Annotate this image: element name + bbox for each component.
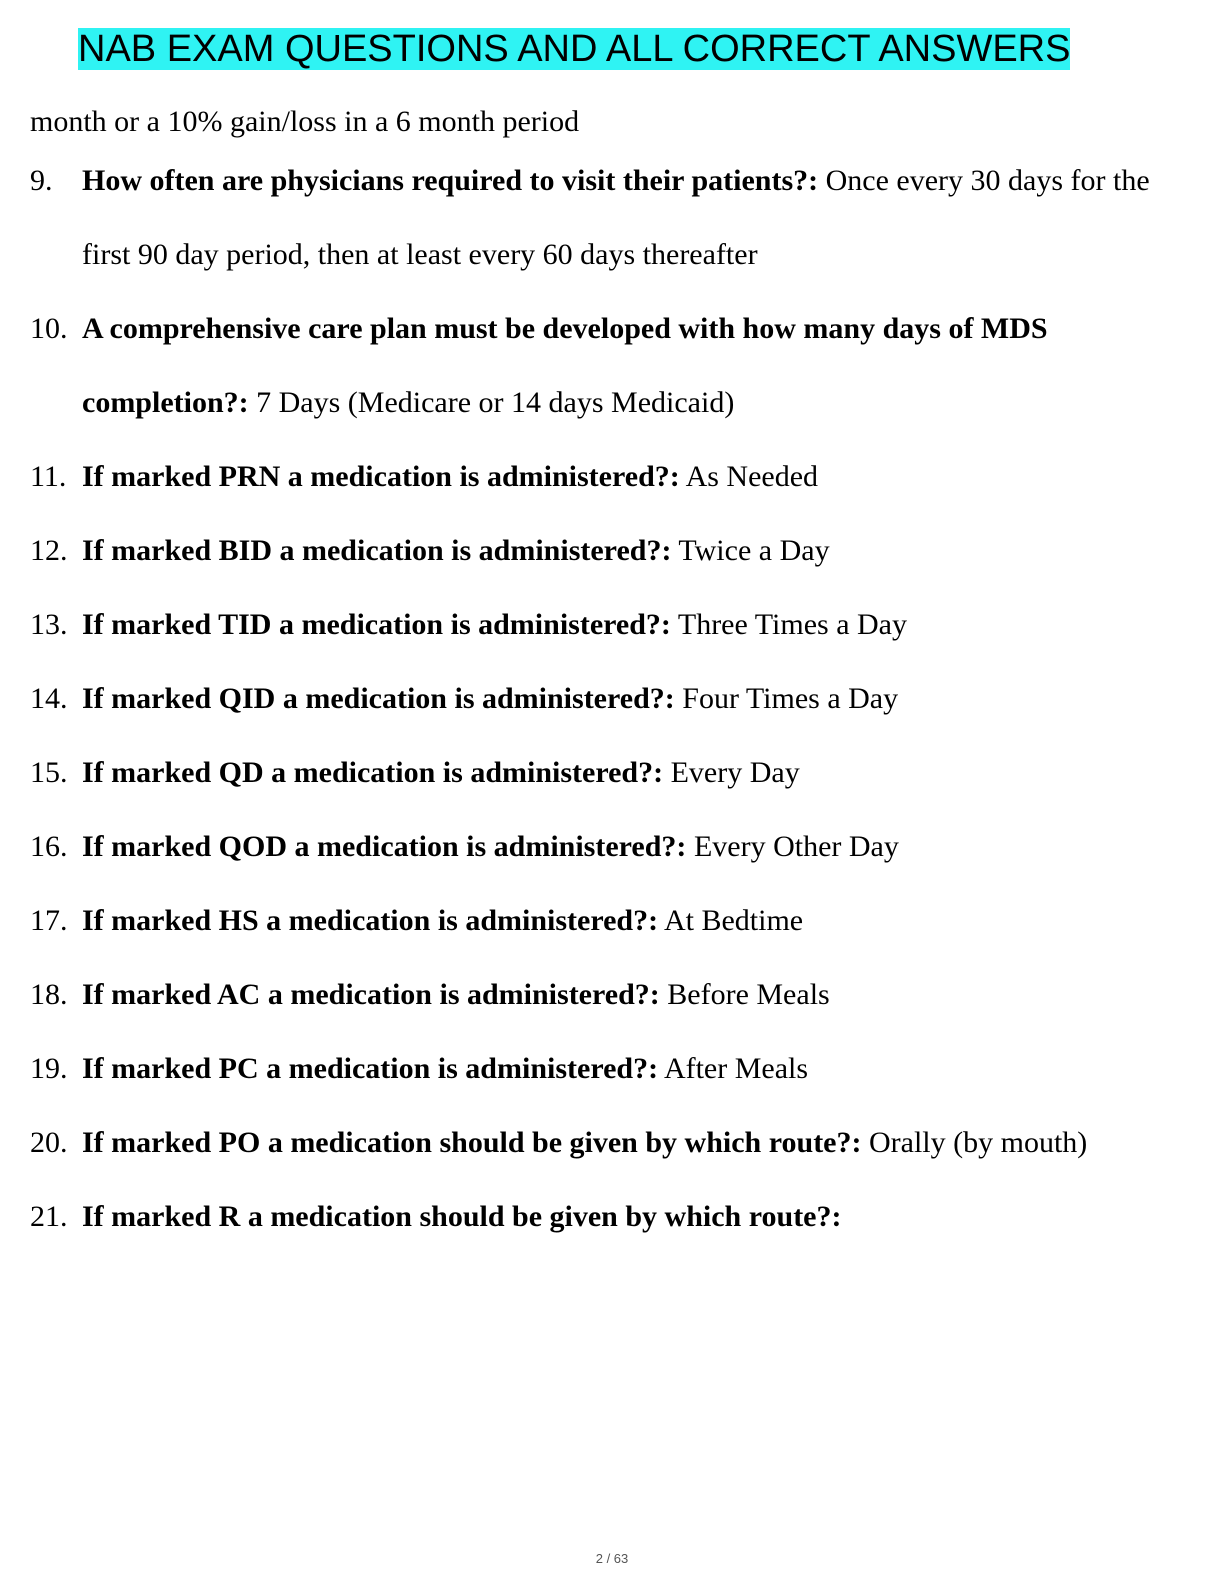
item-question: If marked QOD a medication is administered?: (82, 830, 687, 863)
item-question: If marked TID a medication is administered?: (82, 608, 671, 641)
item-answer: Before Meals (659, 978, 830, 1011)
item-answer: At Bedtime (658, 904, 804, 937)
item-number: 21. (30, 1200, 68, 1233)
list-item (0, 958, 1224, 1032)
item-answer: Twice a Day (671, 534, 830, 567)
item-question: A comprehensive care plan must be developed with how many days of MDS completion?: (82, 312, 1048, 419)
list-item (0, 588, 1224, 662)
document-title-highlight: NAB EXAM QUESTIONS AND ALL CORRECT ANSWERS (78, 28, 1071, 70)
document-title (78, 26, 1098, 88)
item-number: 13. (30, 608, 68, 641)
list-item (0, 144, 1224, 292)
item-number: 18. (30, 978, 68, 1011)
item-answer: Every Other Day (686, 830, 899, 863)
page-number: 2 / 63 (595, 1551, 629, 1566)
item-question: If marked PRN a medication is administered?: (82, 460, 680, 493)
list-item (0, 1032, 1224, 1106)
item-answer: Once every 30 days for the first 90 day period, then at least every 60 days thereafter (82, 164, 1150, 271)
item-question: If marked QD a medication is administered?: (82, 756, 664, 789)
item-answer: Four Times a Day (674, 682, 899, 715)
item-number: 14. (30, 682, 68, 715)
list-item (0, 292, 1224, 440)
item-question: If marked BID a medication is administered?: (82, 534, 672, 567)
item-number: 10. (30, 312, 68, 345)
item-number: 16. (30, 830, 68, 863)
item-question: If marked QID a medication is administered?: (82, 682, 675, 715)
list-item (0, 662, 1224, 736)
item-question: If marked PC a medication is administered?: (82, 1052, 659, 1085)
list-item (0, 884, 1224, 958)
item-number: 9. (30, 164, 53, 197)
item-number: 15. (30, 756, 68, 789)
document-body (0, 100, 1224, 1254)
item-answer: After Meals (658, 1052, 809, 1085)
item-question: If marked R a medication should be given by which route?: (82, 1200, 842, 1233)
list-item (0, 810, 1224, 884)
item-answer: 7 Days (Medicare or 14 days Medicaid) (248, 386, 735, 419)
item-question: If marked PO a medication should be given by which route?: (82, 1126, 862, 1159)
item-question: If marked HS a medication is administered?: (82, 904, 659, 937)
list-item (0, 1106, 1224, 1180)
item-number: 11. (30, 460, 67, 493)
item-number: 19. (30, 1052, 68, 1085)
item-answer: Every Day (663, 756, 800, 789)
item-answer: As Needed (679, 460, 819, 493)
list-item (0, 440, 1224, 514)
item-question: If marked AC a medication is administered?: (82, 978, 660, 1011)
list-item (0, 1180, 1224, 1254)
item-answer: Orally (by mouth) (861, 1126, 1088, 1159)
list-item (0, 514, 1224, 588)
item-number: 17. (30, 904, 68, 937)
item-question: How often are physicians required to visit their patients?: (82, 164, 819, 197)
list-item (0, 736, 1224, 810)
continued-paragraph: month or a 10% gain/loss in a 6 month period (30, 105, 580, 138)
question-answer-list (0, 144, 1224, 1254)
item-number: 20. (30, 1126, 68, 1159)
item-answer: Three Times a Day (670, 608, 907, 641)
item-number: 12. (30, 534, 68, 567)
